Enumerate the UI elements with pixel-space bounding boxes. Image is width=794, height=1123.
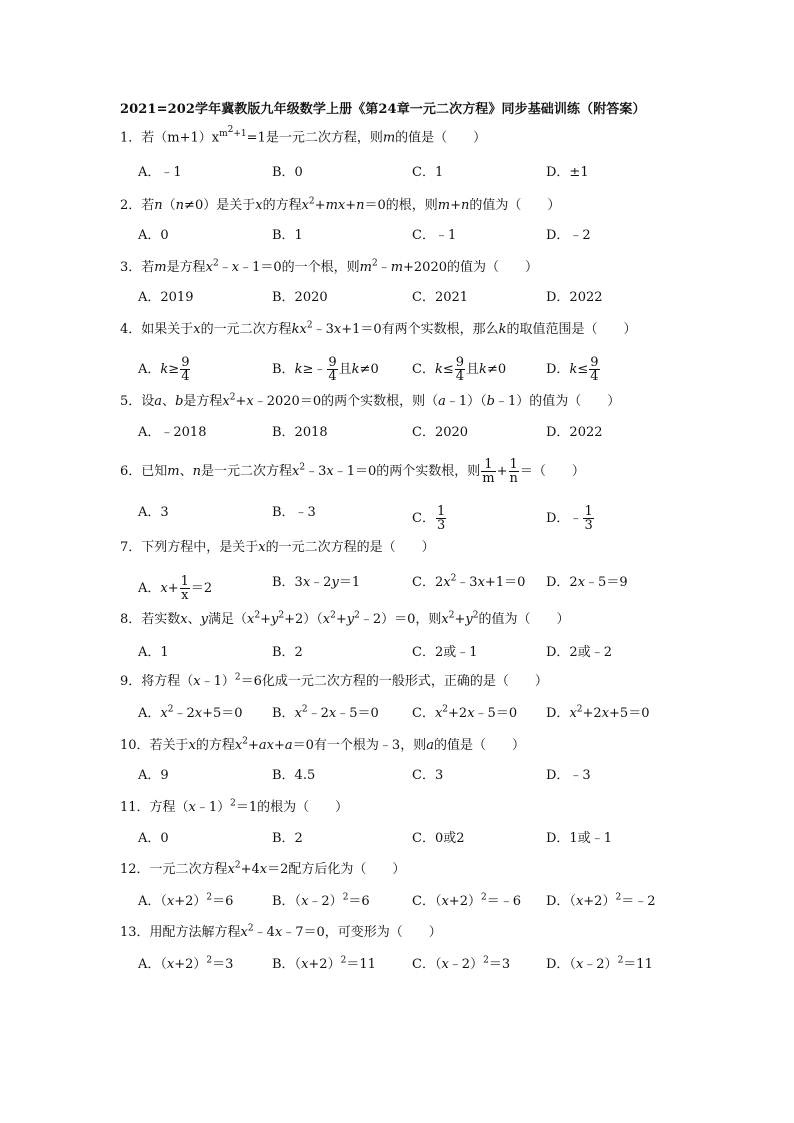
answer-option: D．k≤ $\frac{9}{4}$ xyxy=(546,355,599,384)
answer-option: A．k≥ $\frac{9}{4}$ xyxy=(138,355,190,384)
answer-option: C．$2x^2﹣3x+1=0$ xyxy=(412,573,526,590)
answer-option: D．$x^2+2x+5=0$ xyxy=(546,704,650,721)
answer-option: A．$x^2﹣2x+5=0$ xyxy=(138,704,243,721)
answer-option: B．$(x+2)^2=11$ xyxy=(272,955,376,972)
answer-option: C．（x﹣2）$^2$＝3 xyxy=(412,955,511,972)
question-stem: 1．若$(m+1)x^{m^2+1}=1$是一元二次方程，则m的值是（ ） xyxy=(120,125,487,146)
answer-option: B．2 xyxy=(272,831,303,846)
question-stem: 13．用配方法解方程$x^2﹣4x﹣7=0$，可变形为（ ） xyxy=(120,923,442,940)
answer-option: A．3 xyxy=(138,505,169,520)
question-stem: 7．下列方程中，是关于x的一元二次方程的是（ ） xyxy=(120,540,435,555)
answer-option: B．2020 xyxy=(272,290,328,305)
answer-option: B．﹣3 xyxy=(272,505,316,520)
answer-option: D．（x﹣2）$^2$＝11 xyxy=(546,955,653,972)
answer-option: D．2022 xyxy=(546,290,603,305)
answer-option: D．1或﹣1 xyxy=(546,831,612,846)
answer-option: B．k≥﹣ $\frac{9}{4}$ 且k≠0 xyxy=(272,355,379,384)
answer-option: C．2021 xyxy=(412,290,469,305)
question-stem: 11．方程（x﹣1）$^2$＝1的根为（ ） xyxy=(120,798,349,815)
answer-option: A．9 xyxy=(138,768,169,783)
answer-option: D．﹣3 xyxy=(546,768,591,783)
question-stem: 5．设a、b是方程$x^2+x﹣2020=0$的两个实数根，则（a﹣1）（b﹣1）的值为（ ） xyxy=(120,392,621,409)
answer-option: D．2x﹣5＝9 xyxy=(546,575,628,590)
answer-option: A．$(x+2)^2=6$ xyxy=(138,892,234,909)
answer-option: D．±1 xyxy=(546,165,589,180)
answer-option: A．0 xyxy=(138,228,169,243)
answer-option: A．﹣1 xyxy=(138,165,182,180)
answer-option: B．$x^2﹣2x﹣5=0$ xyxy=(272,704,379,721)
page-title: 2021=202学年冀教版九年级数学上册《第24章一元二次方程》同步基础训练（附答案） xyxy=(120,102,646,117)
answer-option: C．0或2 xyxy=(412,831,465,846)
question-stem: 10．若关于x的方程$x^2+ax+a=0$有一个根为﹣3，则a的值是（ ） xyxy=(120,736,525,753)
answer-option: C．$x^2+2x﹣5=0$ xyxy=(412,704,518,721)
answer-option: D．﹣2 xyxy=(546,228,591,243)
answer-option: A．$(x+2)^2=3$ xyxy=(138,955,234,972)
question-stem: 3．若m是方程$x^2﹣x﹣1=0$的一个根，则$m^2﹣m+2020$的值为（ ） xyxy=(120,258,538,275)
question-stem: 2．若n（n≠0）是关于x的方程$x^2+mx+n=0$的根，则m+n的值为（ ） xyxy=(120,196,561,213)
answer-option: C． $\frac{1}{3}$ xyxy=(412,504,446,533)
answer-option: C．2020 xyxy=(412,425,469,440)
answer-option: C．﹣1 xyxy=(412,228,457,243)
answer-option: A．2019 xyxy=(138,290,194,305)
answer-option: B．0 xyxy=(272,165,303,180)
answer-option: B．3x﹣2y＝1 xyxy=(272,575,361,590)
answer-option: D．﹣ $\frac{1}{3}$ xyxy=(546,504,593,533)
answer-option: A．1 xyxy=(138,645,169,660)
answer-option: B．2 xyxy=(272,645,303,660)
answer-option: B．2018 xyxy=(272,425,328,440)
answer-option: C．3 xyxy=(412,768,444,783)
answer-option: B．4.5 xyxy=(272,768,316,783)
question-stem: 6．已知m、n是一元二次方程$x^2﹣3x﹣1=0$的两个实数根，则 $\frac{1}{m}$ + $\frac{1}{n}$ ＝（ ） xyxy=(120,457,585,486)
answer-option: C．2或﹣1 xyxy=(412,645,478,660)
answer-option: C．k≤ $\frac{9}{4}$ 且k≠0 xyxy=(412,355,507,384)
answer-option: D．2022 xyxy=(546,425,603,440)
answer-option: D．$(x+2)^2=﹣2$ xyxy=(546,892,656,909)
question-stem: 9．将方程（x﹣1）$^2$＝6化成一元二次方程的一般形式，正确的是（ ） xyxy=(120,672,548,689)
answer-option: B．1 xyxy=(272,228,303,243)
question-stem: 8．若实数x、y满足$(x^2+y^2+2)(x^2+y^2﹣2)=0$，则$x^2+y^2$的值为（ ） xyxy=(120,610,570,627)
answer-option: A．0 xyxy=(138,831,169,846)
answer-option: C．$(x+2)^2=﹣6$ xyxy=(412,892,521,909)
answer-option: C．1 xyxy=(412,165,444,180)
question-stem: 12．一元二次方程$x^2+4x=2$配方后化为（ ） xyxy=(120,860,406,877)
question-stem: 4．如果关于x的一元二次方程$kx^2﹣3x+1=0$有两个实数根，那么k的取值范围是（ ） xyxy=(120,320,637,337)
answer-option: A．﹣2018 xyxy=(138,425,207,440)
answer-option: A．x+ $\frac{1}{x}$ ＝2 xyxy=(138,574,213,603)
answer-option: D．2或﹣2 xyxy=(546,645,612,660)
answer-option: B．（x﹣2）$^2$＝6 xyxy=(272,892,370,909)
